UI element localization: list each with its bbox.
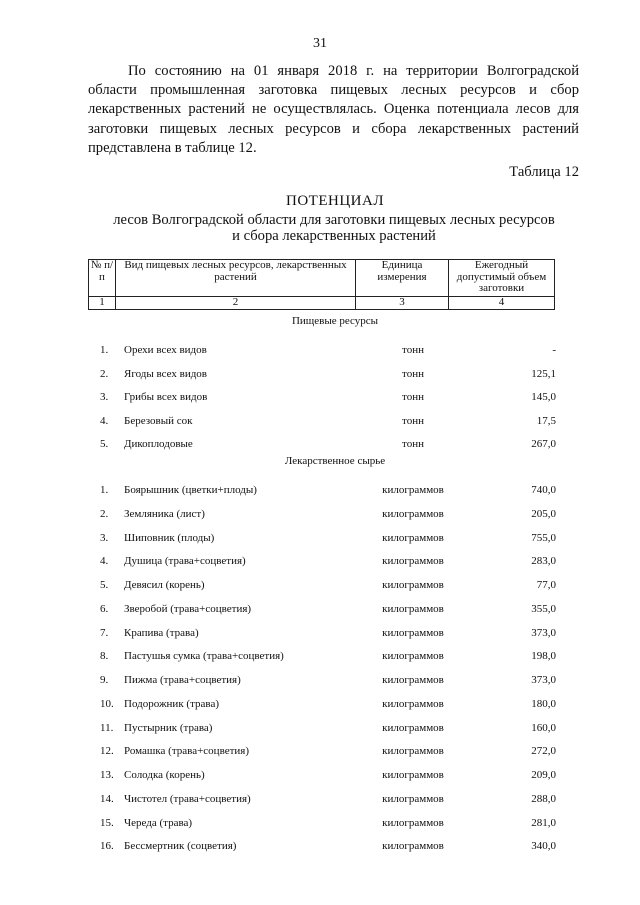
table-row: [0, 391, 640, 407]
unit-of-measure: тонн: [402, 367, 424, 380]
annual-volume: 125,1: [531, 367, 556, 380]
row-number: 8.: [100, 650, 109, 663]
table-row: [0, 508, 640, 524]
resource-name: Грибы всех видов: [124, 391, 208, 403]
annual-volume: 373,0: [531, 674, 556, 686]
unit-of-measure: килограммов: [382, 721, 444, 734]
intro-paragraph: По состоянию на 01 января 2018 г. на территории Волгоградской области промышленная заготовка пищевых лесных ресурсов и сбор лекарственных растений не осуществлялась. Оценка потенциала лесов для заготовки пищевых лесных ресурсов и сбора лекарственных растений представлена в таблице 12.: [88, 63, 579, 156]
column-number: 1: [89, 297, 116, 310]
header-num: № п/п: [89, 260, 116, 297]
table-row: [0, 368, 640, 384]
resource-name: Душица (трава+соцветия): [124, 555, 246, 568]
resource-name: Крапива (трава): [124, 626, 199, 639]
annual-volume: 77,0: [536, 579, 556, 591]
table-label: Таблица 12: [509, 164, 579, 180]
resource-name: Бессмертник (соцветия): [124, 840, 237, 853]
row-number: 9.: [100, 674, 109, 686]
header-name: Вид пищевых лесных ресурсов, лекарственных растений: [116, 260, 356, 297]
unit-of-measure: килограммов: [382, 507, 444, 520]
resource-name: Чистотел (трава+соцветия): [124, 792, 251, 805]
unit-of-measure: килограммов: [382, 745, 444, 758]
annual-volume: 281,0: [531, 816, 556, 829]
table-row: [0, 579, 640, 595]
header-volume: Ежегодный допустимый объем заготовки: [449, 260, 555, 297]
annual-volume: 267,0: [531, 438, 556, 450]
annual-volume: 205,0: [531, 507, 556, 520]
unit-of-measure: килограммов: [382, 579, 444, 591]
table-subtitle: [90, 212, 578, 244]
resource-name: Орехи всех видов: [124, 344, 207, 356]
row-number: 12.: [100, 745, 114, 758]
table-row: [0, 627, 640, 643]
annual-volume: 272,0: [531, 745, 556, 758]
annual-volume: -: [552, 344, 556, 356]
resource-name: Череда (трава): [124, 816, 193, 829]
row-number: 10.: [100, 697, 114, 710]
table-row: [0, 555, 640, 571]
section-title: Пищевые ресурсы: [291, 315, 379, 327]
unit-of-measure: тонн: [402, 391, 424, 403]
table-row: [0, 722, 640, 738]
unit-of-measure: килограммов: [382, 697, 444, 710]
table-row: [0, 769, 640, 785]
table-row: [0, 698, 640, 714]
annual-volume: 17,5: [536, 414, 556, 427]
row-number: 3.: [100, 391, 109, 403]
annual-volume: 740,0: [531, 484, 556, 496]
annual-volume: 340,0: [531, 840, 556, 853]
row-number: 14.: [100, 792, 114, 805]
row-number: 13.: [100, 769, 114, 781]
row-number: 1.: [100, 344, 109, 356]
annual-volume: 355,0: [531, 602, 556, 615]
row-number: 1.: [100, 484, 109, 496]
table-row: [0, 532, 640, 548]
table-row: [0, 603, 640, 619]
unit-of-measure: килограммов: [382, 769, 444, 781]
annual-volume: 373,0: [531, 626, 556, 639]
unit-of-measure: килограммов: [382, 531, 444, 544]
resource-name: Девясил (корень): [124, 579, 205, 591]
resource-name: Ягоды всех видов: [124, 367, 207, 380]
resource-name: Березовый сок: [124, 414, 193, 427]
row-number: 16.: [100, 840, 114, 853]
table-row: [0, 650, 640, 666]
annual-volume: 160,0: [531, 721, 556, 734]
row-number: 2.: [100, 507, 109, 520]
annual-volume: 755,0: [531, 531, 556, 544]
table-row: [0, 484, 640, 500]
row-number: 4.: [100, 414, 109, 427]
annual-volume: 198,0: [531, 650, 556, 663]
unit-of-measure: килограммов: [382, 816, 444, 829]
row-number: 2.: [100, 367, 109, 380]
unit-of-measure: килограммов: [382, 650, 444, 663]
annual-volume: 209,0: [531, 769, 556, 781]
page-number: 31: [313, 36, 327, 51]
annual-volume: 283,0: [531, 555, 556, 568]
table-row: [0, 674, 640, 690]
unit-of-measure: килограммов: [382, 792, 444, 805]
resource-name: Пустырник (трава): [124, 721, 213, 734]
resource-name: Дикоплодовые: [124, 438, 193, 450]
table-row: [0, 438, 640, 454]
resource-name: Подорожник (трава): [124, 697, 219, 710]
unit-of-measure: килограммов: [382, 840, 444, 853]
row-number: 6.: [100, 602, 109, 615]
row-number: 11.: [100, 721, 114, 734]
column-number: 2: [116, 297, 356, 310]
section-title: Лекарственное сырье: [284, 455, 386, 467]
header-unit: Единица измерения: [356, 260, 449, 297]
unit-of-measure: тонн: [402, 414, 424, 427]
annual-volume: 288,0: [531, 792, 556, 805]
table-header: [88, 259, 555, 310]
row-number: 5.: [100, 438, 109, 450]
row-number: 15.: [100, 816, 114, 829]
resource-name: Пижма (трава+соцветия): [124, 674, 241, 686]
row-number: 7.: [100, 626, 109, 639]
table-row: [0, 745, 640, 761]
column-number: 4: [449, 297, 555, 310]
table-row: [0, 344, 640, 360]
resource-name: Зверобой (трава+соцветия): [124, 602, 252, 615]
unit-of-measure: килограммов: [382, 626, 444, 639]
subtitle-line: и сбора лекарственных растений: [232, 228, 436, 244]
row-number: 3.: [100, 531, 109, 544]
resource-name: Ромашка (трава+соцветия): [124, 745, 250, 758]
unit-of-measure: тонн: [402, 438, 424, 450]
table-row: [0, 415, 640, 431]
table-row: [0, 793, 640, 809]
column-number: 3: [356, 297, 449, 310]
annual-volume: 145,0: [531, 391, 556, 403]
table-row: [0, 817, 640, 833]
subtitle-line: лесов Волгоградской области для заготовки пищевых лесных ресурсов: [113, 212, 555, 228]
table-title: ПОТЕНЦИАЛ: [286, 193, 384, 209]
unit-of-measure: тонн: [402, 344, 424, 356]
unit-of-measure: килограммов: [382, 674, 444, 686]
resource-name: Пастушья сумка (трава+соцветия): [124, 650, 284, 663]
resource-name: Боярышник (цветки+плоды): [124, 484, 257, 496]
resource-name: Земляника (лист): [124, 507, 205, 520]
unit-of-measure: килограммов: [382, 602, 444, 615]
resource-name: Шиповник (плоды): [124, 531, 215, 544]
row-number: 4.: [100, 555, 109, 568]
unit-of-measure: килограммов: [382, 555, 444, 568]
annual-volume: 180,0: [531, 697, 556, 710]
table-row: [0, 840, 640, 856]
unit-of-measure: килограммов: [382, 484, 444, 496]
row-number: 5.: [100, 579, 109, 591]
resource-name: Солодка (корень): [124, 769, 205, 781]
